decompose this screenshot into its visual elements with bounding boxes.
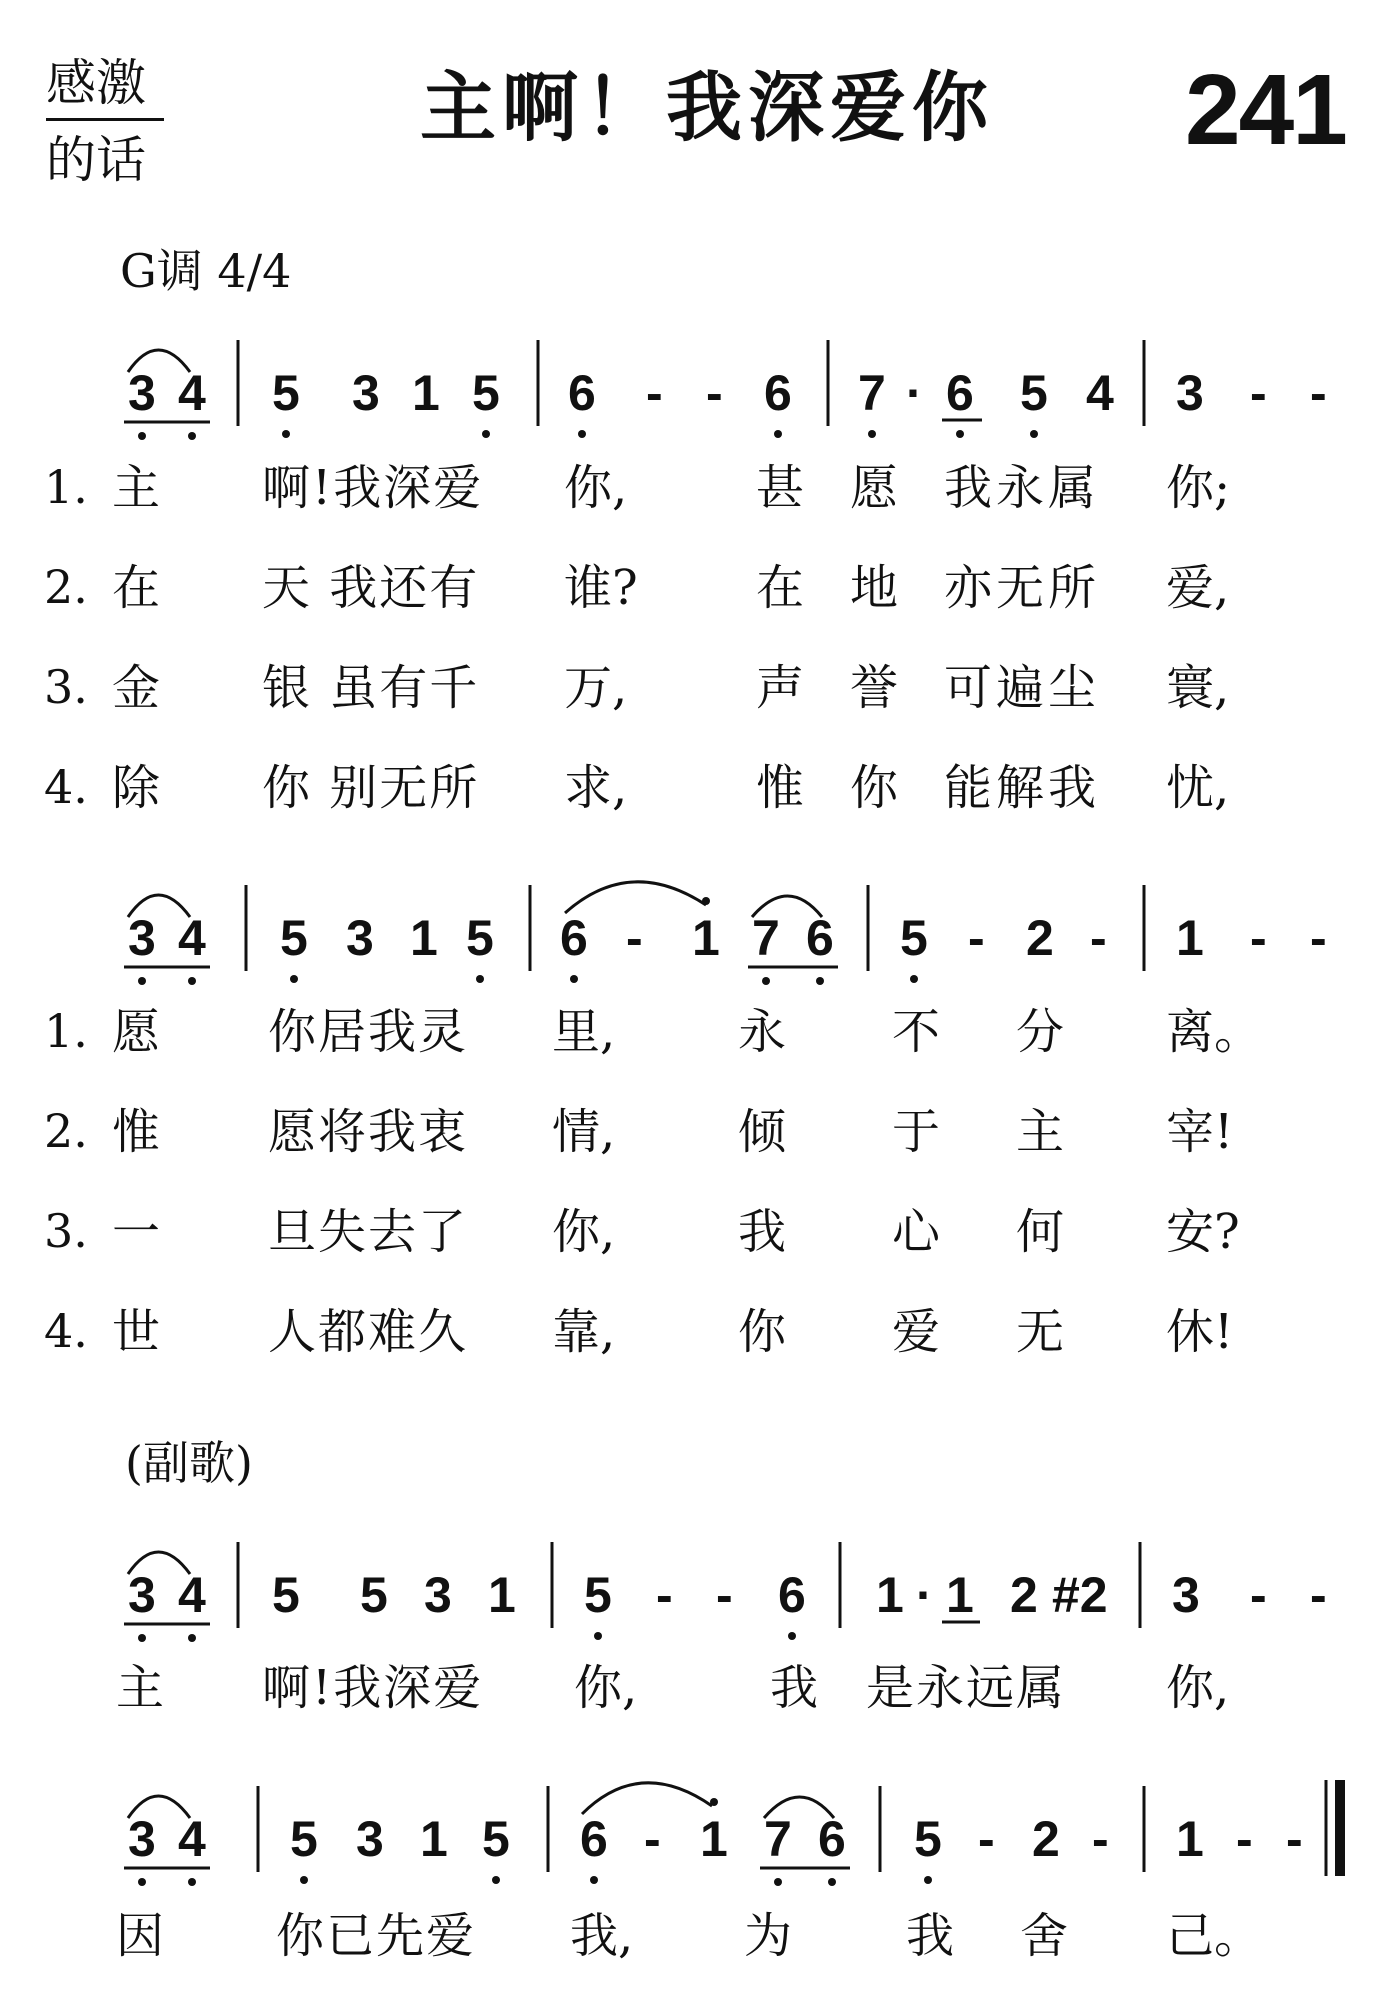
lyric: 分 [1016, 1004, 1065, 1060]
lyric: 于 [892, 1104, 941, 1160]
fermata-dot [702, 897, 710, 905]
low-octave-dot [188, 1634, 196, 1642]
notation-system-4 [0, 1766, 1400, 1886]
lyric: 我 [770, 1660, 819, 1716]
lyric: 不 [892, 1004, 941, 1060]
dash: - [1250, 365, 1267, 421]
category-top: 感激 [46, 58, 164, 121]
notation-system-1 [0, 320, 1400, 440]
lyric: 倾 [738, 1104, 787, 1160]
lyric: 忧, [1166, 760, 1230, 816]
lyric: 世 [112, 1304, 161, 1360]
lyric: 靠, [552, 1304, 616, 1360]
note: 3 [346, 910, 374, 966]
note: 3 [128, 910, 156, 966]
lyric: 无 [1016, 1304, 1065, 1360]
dash: - [1092, 1811, 1109, 1867]
low-octave-dot [788, 1632, 796, 1640]
low-octave-dot [590, 1876, 598, 1884]
low-octave-dot [138, 432, 146, 440]
low-octave-dot [594, 1632, 602, 1640]
lyric: 爱 [892, 1304, 941, 1360]
note: 3 [424, 1567, 452, 1623]
note: 5 [482, 1811, 510, 1867]
lyric: 心 [892, 1204, 941, 1260]
note: 5 [584, 1567, 612, 1623]
verse-number: 1. [44, 1004, 88, 1058]
dot-mark: · [906, 365, 923, 421]
verse-number: 2. [44, 560, 88, 614]
lyric: 因 [116, 1908, 165, 1964]
lyric: 主 [1016, 1104, 1065, 1160]
fermata-dot [710, 1798, 718, 1806]
lyric: 里, [552, 1004, 616, 1060]
lyric: 舍 [1020, 1908, 1069, 1964]
low-octave-dot [868, 430, 876, 438]
dash: - [1286, 1811, 1303, 1867]
note: 6 [580, 1811, 608, 1867]
low-octave-dot [774, 430, 782, 438]
lyric: 你居我灵 [268, 1004, 469, 1060]
verse-number: 4. [44, 1304, 88, 1358]
lyric-line-verse-2 [0, 1104, 1400, 1168]
note: 6 [568, 365, 596, 421]
low-octave-dot [816, 977, 824, 985]
verse-number: 1. [44, 460, 88, 514]
lyric: 甚 [756, 460, 805, 516]
lyric: 主 [112, 460, 161, 516]
lyric: 为 [744, 1908, 793, 1964]
lyric: 誉 [850, 660, 899, 716]
lyric: 求, [564, 760, 628, 816]
note: 3 [128, 365, 156, 421]
lyric: 我永属 [944, 460, 1101, 516]
verse-number: 3. [44, 1204, 88, 1258]
lyric: 惟 [756, 760, 805, 816]
note: 2 [1026, 910, 1054, 966]
lyric: 你; [1166, 460, 1231, 516]
note: 3 [128, 1811, 156, 1867]
low-octave-dot [482, 430, 490, 438]
low-octave-dot [578, 430, 586, 438]
dash: - [1310, 365, 1327, 421]
hymn-number: 241 [1185, 54, 1346, 166]
lyric: 除 [112, 760, 161, 816]
note: 1 [410, 910, 438, 966]
note: 2 [1010, 1567, 1038, 1623]
note: 6 [946, 365, 974, 421]
low-octave-dot [138, 1634, 146, 1642]
dash: - [1310, 1567, 1327, 1623]
lyric: 我, [570, 1908, 634, 1964]
dash: - [1090, 910, 1107, 966]
lyric: 地 [850, 560, 899, 616]
lyric: 安? [1166, 1204, 1240, 1260]
low-octave-dot [300, 1876, 308, 1884]
lyric-line-verse-1 [0, 460, 1400, 524]
dash: - [716, 1567, 733, 1623]
lyric-line-verse-4 [0, 1304, 1400, 1368]
dash: - [1310, 910, 1327, 966]
dash: - [1236, 1811, 1253, 1867]
lyric: 你 别无所 [262, 760, 480, 816]
lyric: 你已先爱 [276, 1908, 477, 1964]
lyric: 我 [906, 1908, 955, 1964]
low-octave-dot [476, 975, 484, 983]
lyric: 在 [756, 560, 805, 616]
note: 6 [806, 910, 834, 966]
low-octave-dot [138, 977, 146, 985]
note: 3 [128, 1567, 156, 1623]
notation-system-3 [0, 1522, 1400, 1642]
low-octave-dot [570, 975, 578, 983]
note: 3 [352, 365, 380, 421]
lyric: 何 [1016, 1204, 1065, 1260]
low-octave-dot [290, 975, 298, 983]
key-signature: G调 4/4 [120, 244, 292, 298]
low-octave-dot [956, 430, 964, 438]
low-octave-dot [910, 975, 918, 983]
lyric: 啊!我深爱 [262, 1660, 484, 1716]
note: 4 [178, 365, 206, 421]
lyric: 旦失去了 [268, 1204, 469, 1260]
lyric: 宰! [1166, 1104, 1234, 1160]
note: 5 [280, 910, 308, 966]
note: 4 [178, 1811, 206, 1867]
category-bottom: 的话 [46, 131, 146, 189]
note: 6 [818, 1811, 846, 1867]
low-octave-dot [282, 430, 290, 438]
dash: - [644, 1811, 661, 1867]
dash: - [1250, 1567, 1267, 1623]
note: 5 [290, 1811, 318, 1867]
note: 5 [272, 1567, 300, 1623]
lyric: 惟 [112, 1104, 161, 1160]
dash: - [656, 1567, 673, 1623]
lyric: 是永远属 [866, 1660, 1067, 1716]
dash: - [978, 1811, 995, 1867]
low-octave-dot [1030, 430, 1038, 438]
note: 5 [360, 1567, 388, 1623]
note: 4 [178, 910, 206, 966]
lyric: 人都难久 [268, 1304, 469, 1360]
low-octave-dot [774, 1878, 782, 1886]
dash: - [1250, 910, 1267, 966]
lyric: 天 我还有 [262, 560, 480, 616]
note-sharp: #2 [1052, 1567, 1108, 1623]
lyric-line-verse-2 [0, 560, 1400, 624]
lyric-line-verse-1 [0, 1004, 1400, 1068]
lyric: 你, [574, 1660, 638, 1716]
lyric: 愿 [850, 460, 899, 516]
dash: - [646, 365, 663, 421]
note: 2 [1032, 1811, 1060, 1867]
chorus-label: (副歌) [125, 1436, 253, 1490]
note: 1 [946, 1567, 974, 1623]
note: 1 [876, 1567, 904, 1623]
lyric-line-chorus-2 [0, 1908, 1400, 1972]
lyric: 离。 [1166, 1004, 1263, 1060]
lyric: 你 [850, 760, 899, 816]
note: 4 [178, 1567, 206, 1623]
hymn-title: 主啊！我深爱你 [420, 63, 994, 152]
lyric: 金 [112, 660, 161, 716]
note: 7 [752, 910, 780, 966]
note: 3 [1176, 365, 1204, 421]
verse-number: 2. [44, 1104, 88, 1158]
note: 6 [764, 365, 792, 421]
lyric-line-verse-4 [0, 760, 1400, 824]
verse-number: 4. [44, 760, 88, 814]
lyric: 声 [756, 660, 805, 716]
low-octave-dot [828, 1878, 836, 1886]
note: 5 [1020, 365, 1048, 421]
slur [565, 882, 706, 913]
lyric-line-verse-3 [0, 660, 1400, 724]
note: 5 [900, 910, 928, 966]
lyric: 一 [112, 1204, 161, 1260]
note: 3 [356, 1811, 384, 1867]
note: 1 [420, 1811, 448, 1867]
lyric: 你, [1166, 1660, 1230, 1716]
note: 6 [560, 910, 588, 966]
note: 7 [764, 1811, 792, 1867]
low-octave-dot [188, 1878, 196, 1886]
note: 5 [466, 910, 494, 966]
lyric: 爱, [1166, 560, 1230, 616]
lyric: 在 [112, 560, 161, 616]
low-octave-dot [188, 977, 196, 985]
note: 4 [1086, 365, 1114, 421]
verse-number: 3. [44, 660, 88, 714]
lyric: 你, [552, 1204, 616, 1260]
slur [582, 1783, 712, 1814]
note: 5 [472, 365, 500, 421]
lyric: 你 [738, 1304, 787, 1360]
dash: - [706, 365, 723, 421]
lyric: 己。 [1166, 1908, 1263, 1964]
category-label [46, 54, 164, 189]
low-octave-dot [492, 1876, 500, 1884]
lyric: 休! [1166, 1304, 1234, 1360]
lyric: 愿 [112, 1004, 161, 1060]
lyric: 愿将我衷 [268, 1104, 469, 1160]
notation-system-2 [0, 865, 1400, 985]
lyric-line-verse-3 [0, 1204, 1400, 1268]
lyric: 情, [552, 1104, 616, 1160]
lyric: 你, [564, 460, 628, 516]
low-octave-dot [762, 977, 770, 985]
lyric: 寰, [1166, 660, 1230, 716]
note: 5 [914, 1811, 942, 1867]
lyric: 我 [738, 1204, 787, 1260]
lyric: 可遍尘 [944, 660, 1101, 716]
low-octave-dot [188, 432, 196, 440]
lyric: 万, [564, 660, 628, 716]
note: 1 [692, 910, 720, 966]
lyric: 能解我 [944, 760, 1101, 816]
low-octave-dot [138, 1878, 146, 1886]
lyric-line-chorus-1 [0, 1660, 1400, 1724]
note: 1 [700, 1811, 728, 1867]
note: 1 [1176, 910, 1204, 966]
note: 1 [488, 1567, 516, 1623]
note: 1 [1176, 1811, 1204, 1867]
note: 7 [858, 365, 886, 421]
dash: - [626, 910, 643, 966]
lyric: 银 虽有千 [262, 660, 480, 716]
lyric: 永 [738, 1004, 787, 1060]
note: 3 [1172, 1567, 1200, 1623]
dot-mark: · [916, 1567, 933, 1623]
lyric: 主 [116, 1660, 165, 1716]
lyric: 亦无所 [944, 560, 1101, 616]
note: 1 [412, 365, 440, 421]
low-octave-dot [924, 1876, 932, 1884]
lyric: 谁? [564, 560, 638, 616]
dash: - [968, 910, 985, 966]
note: 6 [778, 1567, 806, 1623]
note: 5 [272, 365, 300, 421]
lyric: 啊!我深爱 [262, 460, 484, 516]
